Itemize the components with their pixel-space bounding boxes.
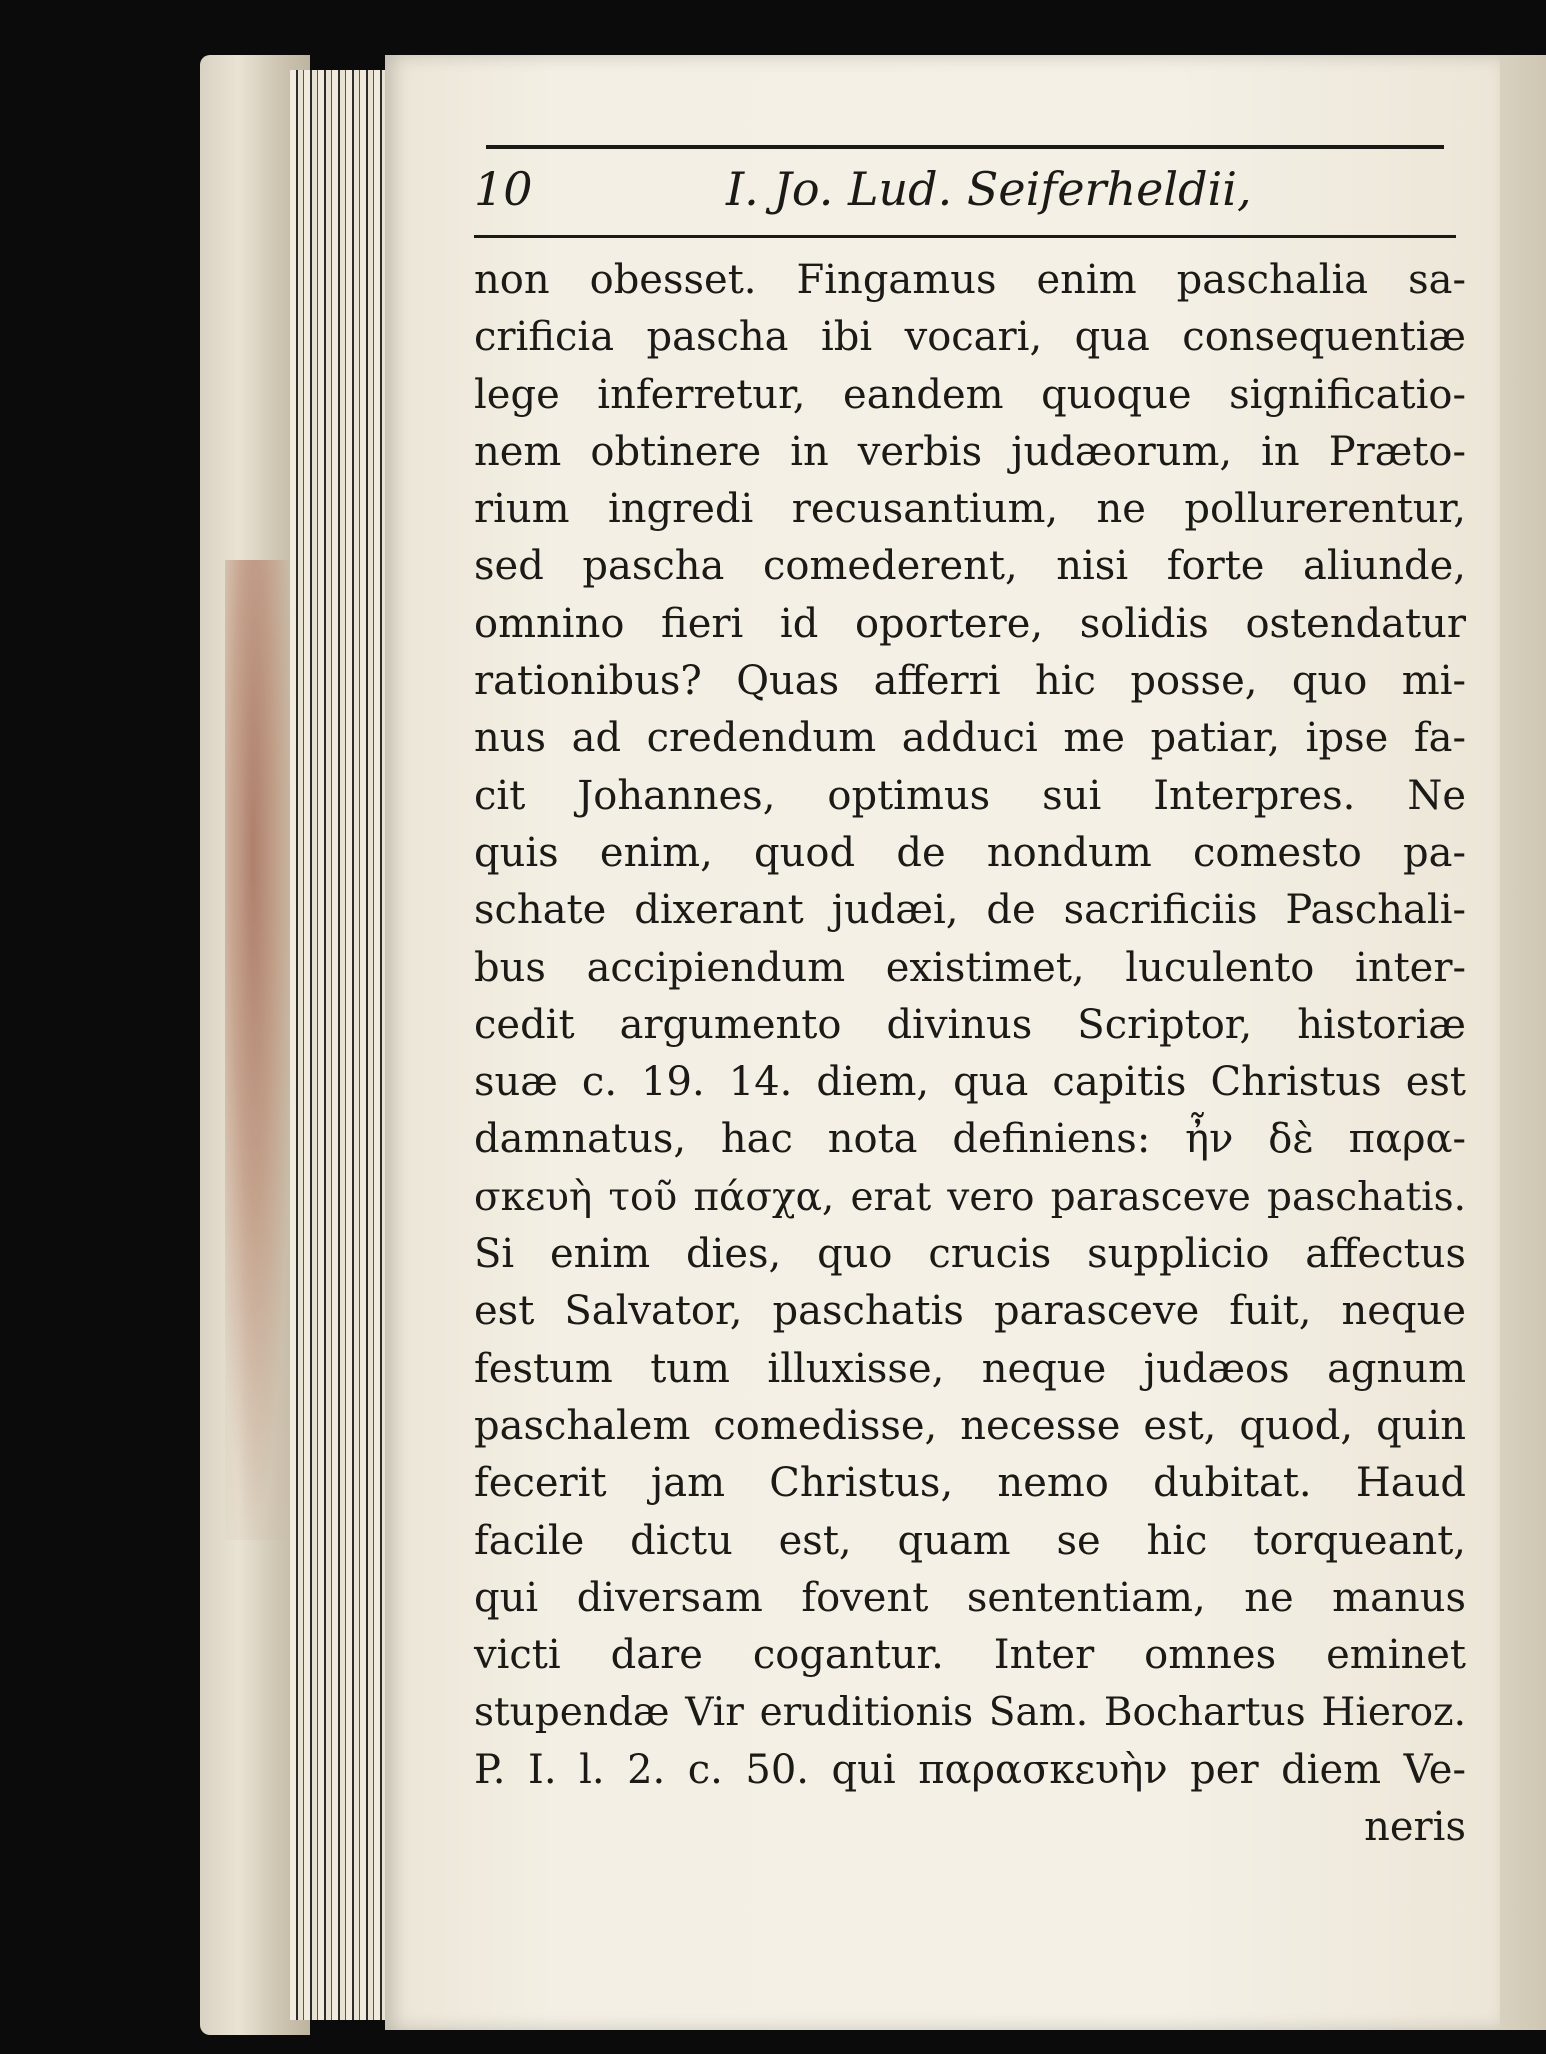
body-text [474,252,1466,1856]
text-line: rationibus? Quas afferri hic posse, quo mi- [474,658,1466,705]
text-line: σκευὴ τοῦ πάσχα, erat vero parasceve paschatis. [474,1174,1466,1220]
text-line: Si enim dies, quo crucis supplicio affectus [474,1231,1466,1278]
text-line: cit Johannes, optimus sui Interpres. Ne [474,772,1466,819]
text-line: bus accipiendum existimet, luculento inter- [474,944,1466,991]
text-line: non obesset. Fingamus enim paschalia sa- [474,257,1466,303]
text-line: sed pascha comederent, nisi forte aliunde, [474,543,1466,590]
catchword: neris [1364,1804,1466,1851]
text-line: est Salvator, paschatis parasceve fuit, neque [474,1288,1466,1335]
text-line: paschalem comedisse, necesse est, quod, quin [474,1402,1466,1449]
page-number: 10 [474,162,533,216]
text-line: nus ad credendum adduci me patiar, ipse fa- [474,715,1466,762]
header-bottom-rule [474,235,1456,238]
text-line: P. I. l. 2. c. 50. qui παρασκευὴν per diem Ve- [474,1746,1466,1793]
text-line: cedit argumento divinus Scriptor, historiæ [474,1001,1466,1048]
text-line: stupendæ Vir eruditionis Sam. Bochartus Hieroz. [474,1690,1466,1736]
page-header [474,162,1454,222]
text-line: schate dixerant judæi, de sacrificiis Paschali- [474,887,1466,934]
text-line: damnatus, hac nota definiens: ἦν δὲ παρα- [474,1116,1466,1163]
text-line: qui diversam fovent sententiam, ne manus [474,1574,1466,1621]
text-line: festum tum illuxisse, neque judæos agnum [474,1345,1466,1392]
text-line: fecerit jam Christus, nemo dubitat. Haud [474,1460,1466,1507]
text-line: suæ c. 19. 14. diem, qua capitis Christus est [474,1059,1466,1106]
facing-page-edge [1500,55,1546,2030]
text-line: facile dictu est, quam se hic torqueant, [474,1517,1466,1564]
text-line: omnino fieri id oportere, solidis ostendatur [474,600,1466,647]
text-line: lege inferretur, eandem quoque significatio- [474,371,1466,418]
running-head: I. Jo. Lud. Seiferheldii, [726,162,1252,216]
page-edges [290,70,390,2020]
cover-stain [225,560,295,1540]
text-line: crificia pascha ibi vocari, qua consequentiæ [474,314,1466,361]
text-line: quis enim, quod de nondum comesto pa- [474,829,1466,876]
text-line: victi dare cogantur. Inter omnes eminet [474,1632,1466,1679]
text-line: rium ingredi recusantium, ne pollurerentur, [474,486,1466,533]
header-top-rule [486,145,1444,149]
text-line: nem obtinere in verbis judæorum, in Præto- [474,428,1466,475]
